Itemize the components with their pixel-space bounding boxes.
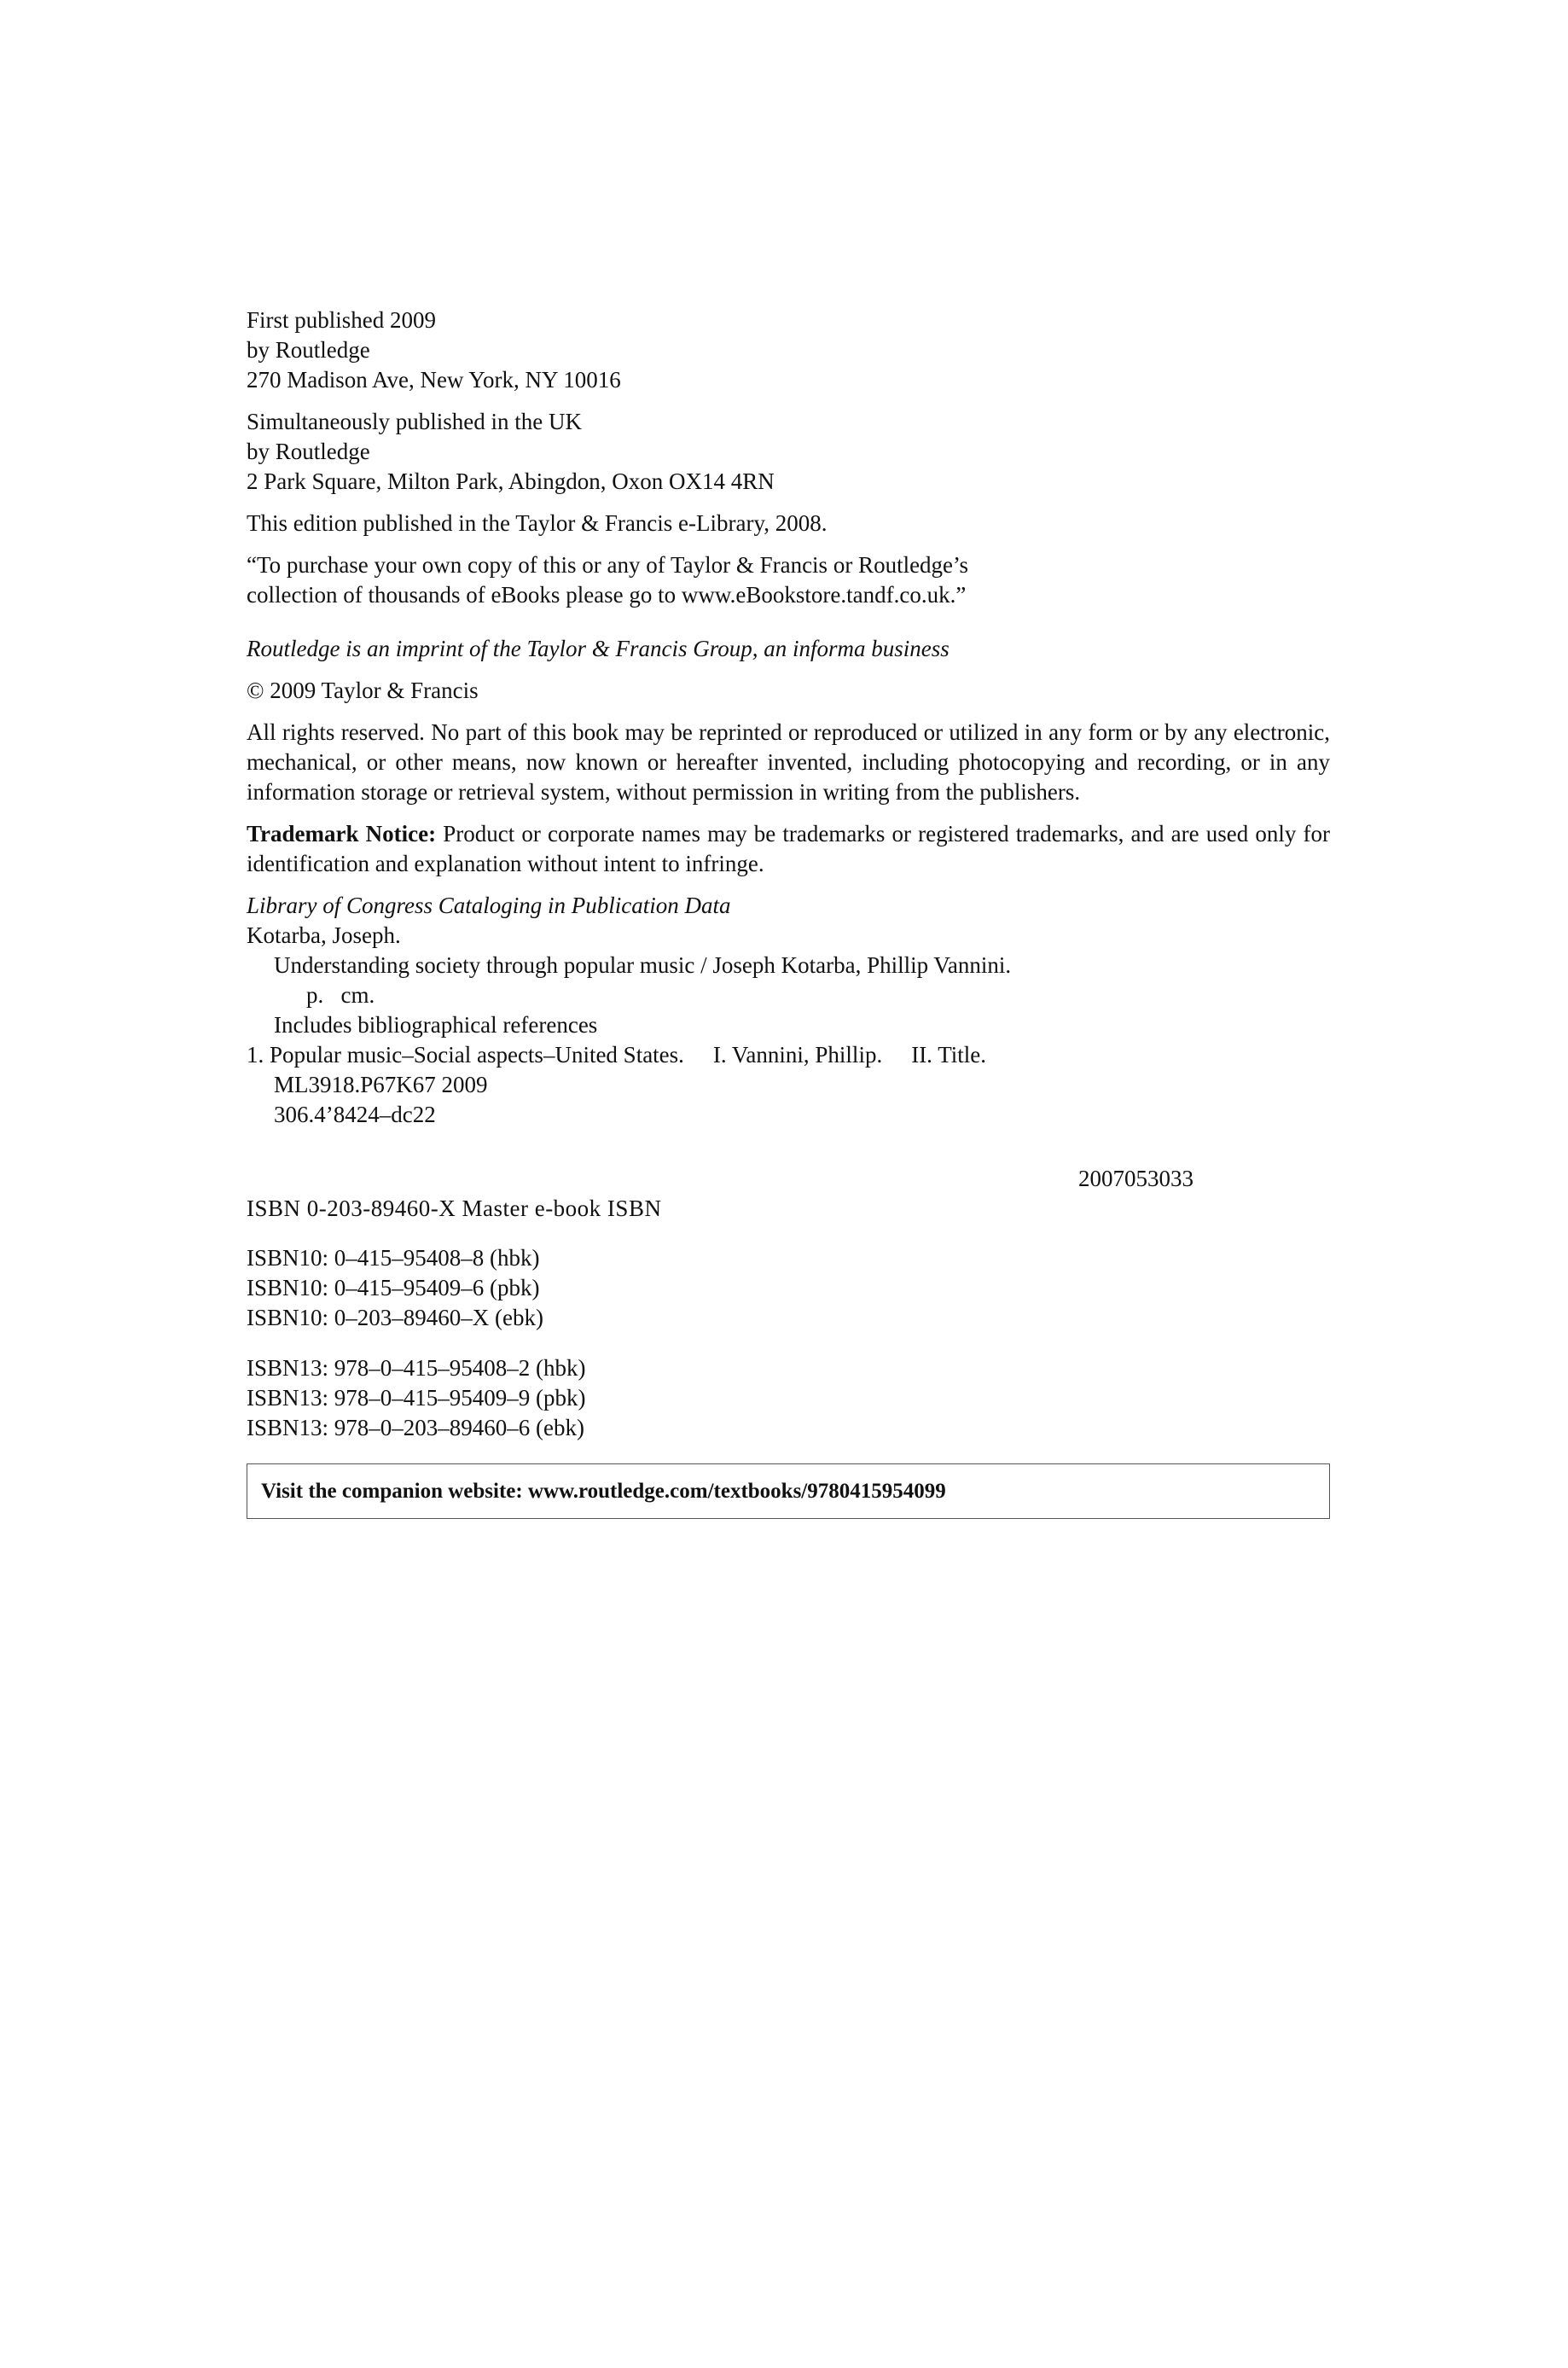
cip-subject: 1. Popular music–Social aspects–United States. <box>247 1042 684 1068</box>
uk-publication-line: by Routledge <box>247 439 370 464</box>
copyright-page <box>247 305 1330 1519</box>
elibrary-note <box>247 509 1330 538</box>
cip-bibliography: Includes bibliographical references <box>274 1012 598 1038</box>
isbn13-item: ISBN13: 978–0–203–89460–6 (ebk) <box>247 1415 584 1440</box>
copyright-text: © 2009 Taylor & Francis <box>247 678 479 703</box>
uk-publication-line: Simultaneously published in the UK <box>247 409 582 434</box>
cip-dewey: 306.4’8424–dc22 <box>274 1102 436 1127</box>
isbn10-item: ISBN10: 0–415–95408–8 (hbk) <box>247 1245 540 1271</box>
elibrary-note-text: This edition published in the Taylor & Francis e-Library, 2008. <box>247 510 828 536</box>
trademark-notice <box>247 819 1330 879</box>
purchase-note-line: collection of thousands of eBooks please go to www.eBookstore.tandf.co.uk.” <box>247 582 967 608</box>
publication-block <box>247 305 1330 395</box>
cip-heading: Library of Congress Cataloging in Publication Data <box>247 893 731 918</box>
uk-publication-line: 2 Park Square, Milton Park, Abingdon, Oxon OX14 4RN <box>247 468 775 494</box>
master-isbn: ISBN 0-203-89460-X Master e-book ISBN <box>247 1196 662 1221</box>
isbn10-item: ISBN10: 0–415–95409–6 (pbk) <box>247 1275 540 1300</box>
cip-subject: I. Vannini, Phillip. <box>712 1042 883 1068</box>
isbn13-item: ISBN13: 978–0–415–95409–9 (pbk) <box>247 1385 586 1411</box>
rights-paragraph: All rights reserved. No part of this book may be reprinted or reproduced or utilized in any form or by any electronic, mechanical, or other means, now known or hereafter invented, including photocopying and recording, or in any information storage or retrieval system, without permission in writing from the publishers. <box>247 719 1330 805</box>
uk-publication-block <box>247 407 1330 497</box>
isbn13-list <box>247 1353 1330 1443</box>
cip-subjects <box>247 1040 1330 1070</box>
purchase-note-line: “To purchase your own copy of this or any of Taylor & Francis or Routledge’s <box>247 552 969 578</box>
purchase-note <box>247 550 1330 610</box>
companion-website-box <box>247 1463 1330 1519</box>
copyright-notice <box>247 676 1330 706</box>
trademark-text: Product or corporate names may be trademarks or registered trademarks, and are used only for identification and explanation without intent to infringe. <box>247 821 1331 876</box>
cip-author: Kotarba, Joseph. <box>247 922 401 948</box>
lccn-row <box>247 1164 1193 1221</box>
imprint-statement <box>247 634 1330 664</box>
cip-block <box>247 891 1330 1221</box>
imprint-statement-text: Routledge is an imprint of the Taylor & Francis Group, an informa business <box>247 636 950 661</box>
cip-call-number: ML3918.P67K67 2009 <box>274 1072 488 1097</box>
isbn10-item: ISBN10: 0–203–89460–X (ebk) <box>247 1305 543 1330</box>
cip-subject: II. Title. <box>911 1042 986 1068</box>
publication-line: 270 Madison Ave, New York, NY 10016 <box>247 367 621 393</box>
isbn13-item: ISBN13: 978–0–415–95408–2 (hbk) <box>247 1355 586 1381</box>
companion-website-text: Visit the companion website: www.routledge.com/textbooks/9780415954099 <box>261 1480 946 1503</box>
trademark-label: Trademark Notice: <box>247 821 437 847</box>
publication-line: First published 2009 <box>247 307 437 333</box>
isbn10-list <box>247 1243 1330 1333</box>
cip-lccn: 2007053033 <box>1078 1166 1193 1191</box>
cip-title-line: Understanding society through popular music / Joseph Kotarba, Phillip Vannini. <box>274 952 1012 978</box>
publication-line: by Routledge <box>247 337 370 363</box>
cip-pagination: p. cm. <box>306 982 375 1008</box>
